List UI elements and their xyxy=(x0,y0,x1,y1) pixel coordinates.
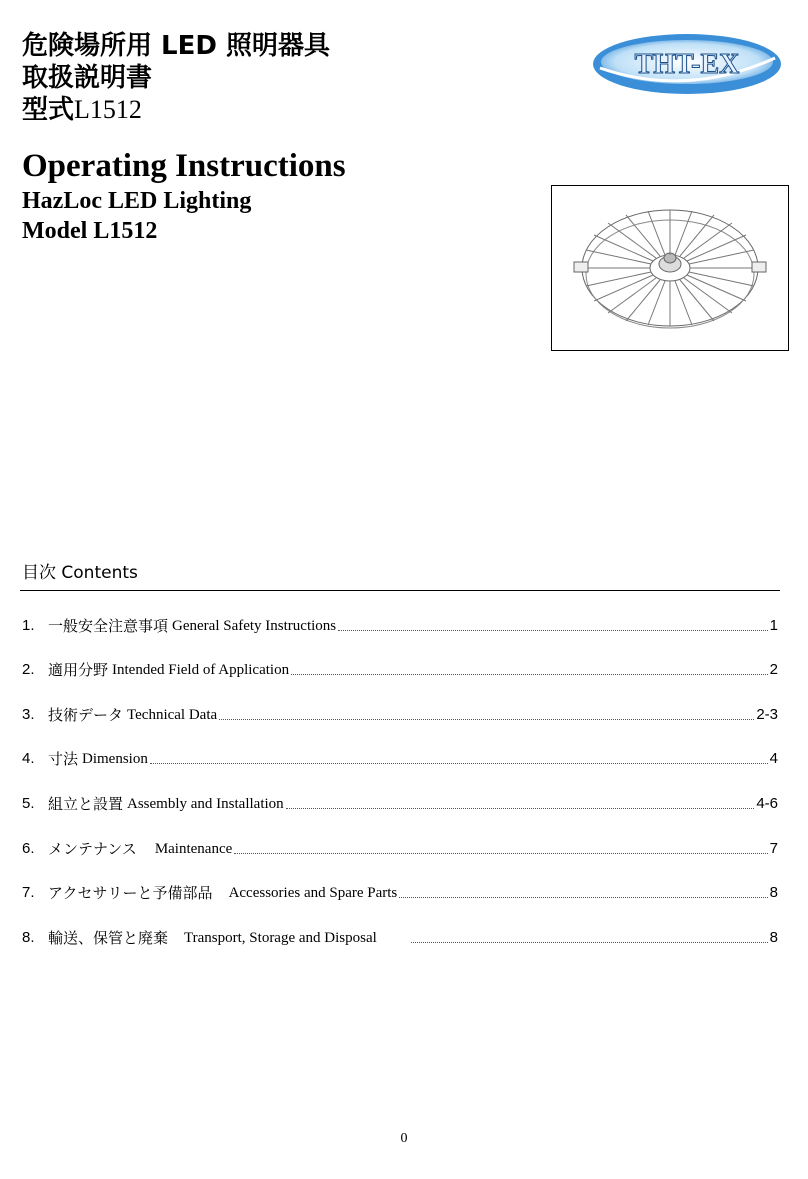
toc-leader xyxy=(338,630,768,631)
toc-page: 2-3 xyxy=(756,706,778,723)
toc-page: 1 xyxy=(769,617,778,634)
toc-title-jp: 一般安全注意事項 xyxy=(48,617,169,635)
subtitle-model: Model L1512 xyxy=(22,218,158,244)
toc-entry-6[interactable] xyxy=(22,837,778,859)
toc-title-jp: 適用分野 xyxy=(48,661,109,679)
toc-page: 2 xyxy=(769,661,778,678)
toc-title-en: Transport, Storage and Disposal xyxy=(184,930,377,946)
toc-number: 7. xyxy=(22,884,35,901)
toc-title-jp: 輸送、保管と廃棄 xyxy=(48,929,169,947)
toc-title-en: General Safety Instructions xyxy=(172,618,337,634)
toc-number: 2. xyxy=(22,661,35,678)
jp-title-line2: 取扱説明書 xyxy=(22,63,153,93)
toc-title-en: Accessories and Spare Parts xyxy=(228,885,398,901)
led-luminaire-illustration xyxy=(552,186,788,350)
toc-title-en: Dimension xyxy=(82,751,148,767)
toc-page: 8 xyxy=(769,929,778,946)
toc-leader xyxy=(150,763,768,764)
toc-title-jp: 寸法 xyxy=(48,750,79,768)
contents-heading: 目次 Contents xyxy=(22,563,138,583)
toc-leader xyxy=(219,719,754,720)
toc-title-jp: アクセサリーと予備部品 xyxy=(48,884,213,902)
toc-number: 3. xyxy=(22,706,35,723)
toc-entry-1[interactable] xyxy=(22,614,778,636)
product-image-frame xyxy=(551,185,789,351)
toc-title-en: Technical Data xyxy=(127,707,218,723)
toc-leader xyxy=(291,674,768,675)
toc-title-en: Intended Field of Application xyxy=(112,662,290,678)
toc-entry-4[interactable] xyxy=(22,747,778,769)
toc-page: 4 xyxy=(769,750,778,767)
toc-page: 8 xyxy=(769,884,778,901)
main-title: Operating Instructions xyxy=(22,148,346,184)
tht-ex-logo xyxy=(590,28,785,98)
contents-divider xyxy=(20,590,780,591)
toc-number: 4. xyxy=(22,750,35,767)
toc-entry-3[interactable] xyxy=(22,703,778,725)
jp-model-number: L1512 xyxy=(74,95,142,124)
toc-entry-2[interactable] xyxy=(22,658,778,680)
toc-title-en: Maintenance xyxy=(154,841,233,857)
toc-number: 1. xyxy=(22,617,35,634)
toc-number: 5. xyxy=(22,795,35,812)
toc-page: 4-6 xyxy=(756,795,778,812)
logo-text: THT-EX xyxy=(634,49,740,80)
toc-leader xyxy=(411,942,768,943)
toc-title-jp: メンテナンス xyxy=(48,840,137,858)
toc-leader xyxy=(286,808,755,809)
toc-title-jp: 技術データ xyxy=(48,706,124,724)
toc-leader xyxy=(234,853,767,854)
toc-entry-8[interactable] xyxy=(22,926,778,948)
japanese-title-block xyxy=(22,30,330,126)
toc-number: 8. xyxy=(22,929,35,946)
toc-leader xyxy=(399,897,767,898)
jp-title-line1: 危険場所用 LED 照明器具 xyxy=(22,31,331,61)
jp-title-line3 xyxy=(22,94,330,126)
subtitle-product: HazLoc LED Lighting xyxy=(22,188,252,214)
toc-entry-7[interactable] xyxy=(22,881,778,903)
toc-title-jp: 組立と設置 xyxy=(48,795,124,813)
jp-model-prefix: 型式 xyxy=(22,95,75,125)
page-number: 0 xyxy=(400,1131,408,1146)
toc-entry-5[interactable] xyxy=(22,792,778,814)
toc-number: 6. xyxy=(22,840,35,857)
toc-page: 7 xyxy=(769,840,778,857)
toc-title-en: Assembly and Installation xyxy=(127,796,284,812)
english-title-block xyxy=(22,146,346,246)
